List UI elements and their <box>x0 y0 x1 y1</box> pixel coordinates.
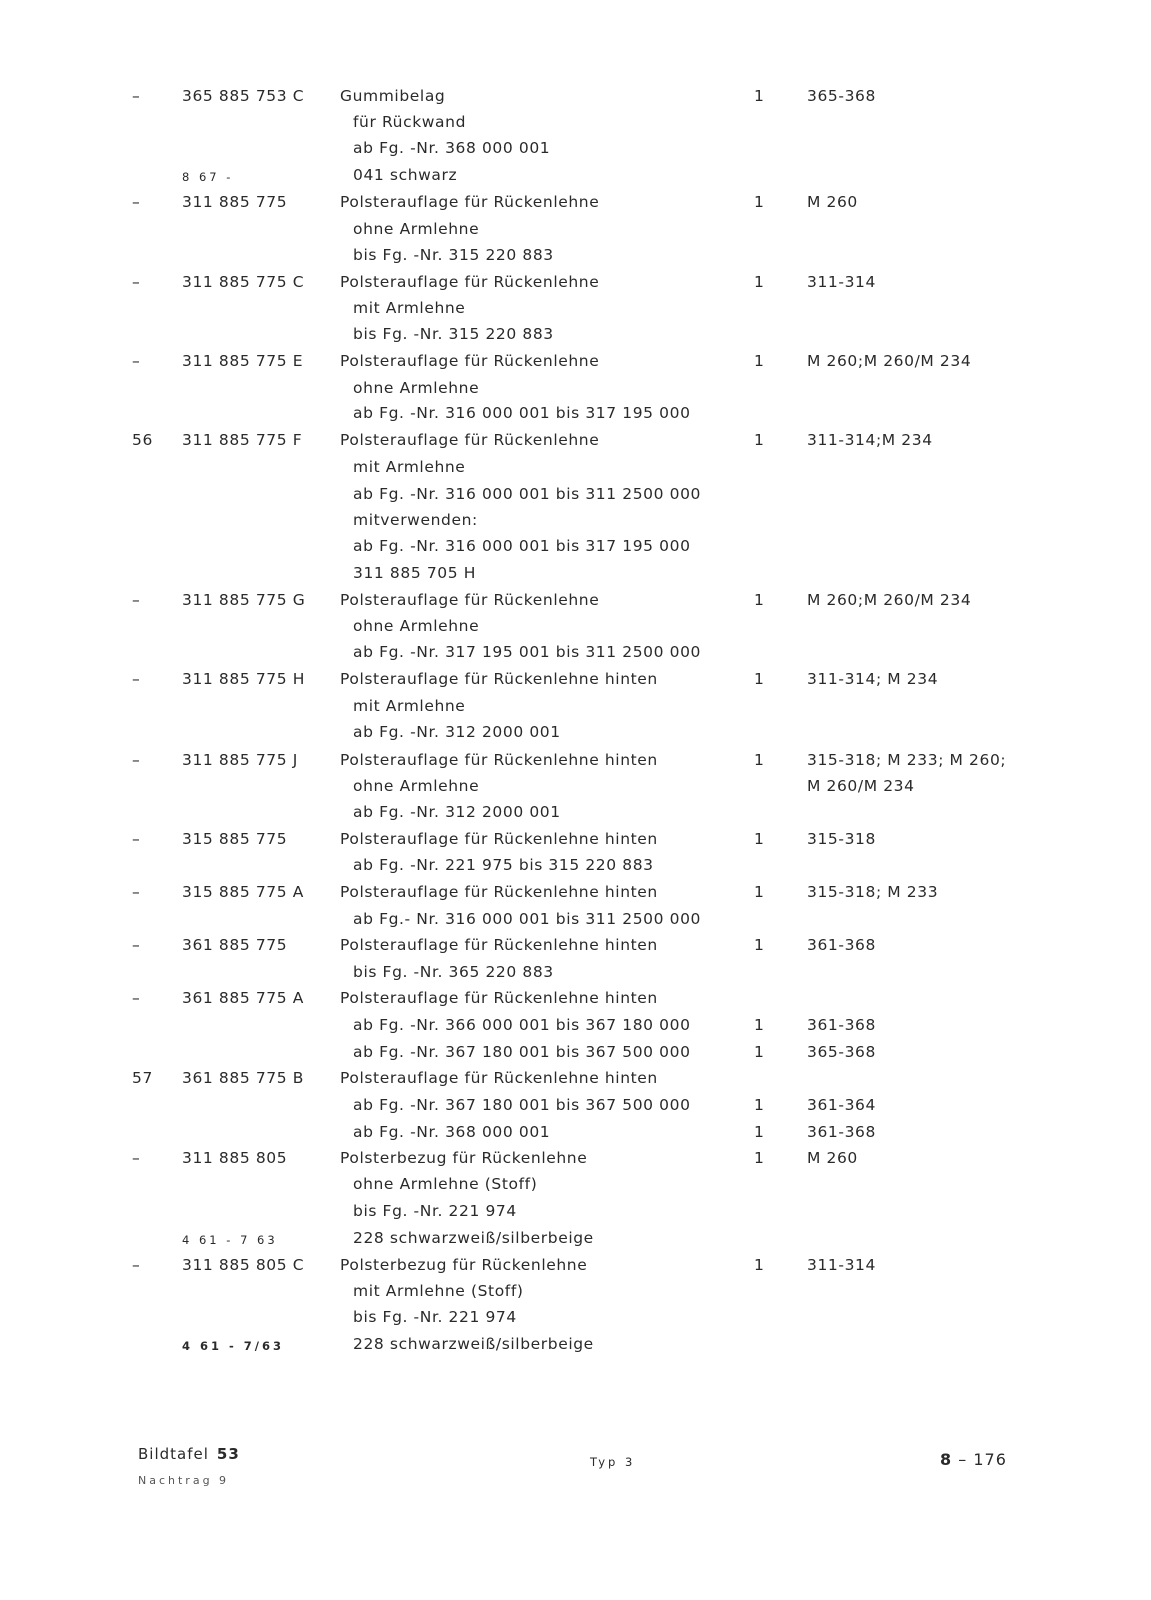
description: ab Fg. -Nr. 312 2000 001 <box>353 803 561 821</box>
model-range: 361-368 <box>807 1016 876 1034</box>
quantity: 1 <box>754 273 765 291</box>
description: ohne Armlehne (Stoff) <box>353 1175 538 1193</box>
model-range: 365-368 <box>807 1043 876 1061</box>
quantity: 1 <box>754 1256 765 1274</box>
part-number: 311 885 775 H <box>182 670 305 688</box>
quantity: 1 <box>754 352 765 370</box>
description: Polsterauflage für Rückenlehne hinten <box>340 670 658 688</box>
description: Polsterauflage für Rückenlehne hinten <box>340 1069 658 1087</box>
table-row <box>0 217 1151 241</box>
table-row <box>0 1279 1151 1303</box>
table-row <box>0 1066 1151 1090</box>
table-row <box>0 1172 1151 1196</box>
table-row <box>0 1093 1151 1117</box>
model-range: 315-318; M 233 <box>807 883 939 901</box>
part-number: 315 885 775 <box>182 830 288 848</box>
table-row <box>0 1040 1151 1064</box>
table-row <box>0 853 1151 877</box>
bildtafel-number: 53 <box>216 1445 240 1463</box>
table-row <box>0 614 1151 638</box>
description: Polsterauflage für Rückenlehne <box>340 352 600 370</box>
figure-number: – <box>132 193 141 211</box>
table-row <box>0 694 1151 718</box>
description: Polsterauflage für Rückenlehne <box>340 193 600 211</box>
quantity: 1 <box>754 751 765 769</box>
table-row <box>0 561 1151 585</box>
quantity: 1 <box>754 193 765 211</box>
description: Polsterbezug für Rückenlehne <box>340 1256 588 1274</box>
figure-number: 56 <box>132 431 153 449</box>
date-code: 8 67 - <box>182 170 234 184</box>
description: mitverwenden: <box>353 511 478 529</box>
model-range: 311-314; M 234 <box>807 670 939 688</box>
quantity: 1 <box>754 431 765 449</box>
table-row <box>0 588 1151 612</box>
part-number: 315 885 775 A <box>182 883 304 901</box>
table-row <box>0 880 1151 904</box>
description: 228 schwarzweiß/silberbeige <box>353 1229 594 1247</box>
table-row <box>0 534 1151 558</box>
description: für Rückwand <box>353 113 467 131</box>
table-row <box>0 349 1151 373</box>
part-number: 311 885 775 F <box>182 431 303 449</box>
table-row <box>0 640 1151 664</box>
part-number: 311 885 775 C <box>182 273 305 291</box>
table-row <box>0 720 1151 744</box>
quantity: 1 <box>754 883 765 901</box>
figure-number: – <box>132 989 141 1007</box>
figure-number: – <box>132 830 141 848</box>
description: ohne Armlehne <box>353 220 480 238</box>
part-number: 311 885 775 J <box>182 751 298 769</box>
nachtrag-label: Nachtrag 9 <box>138 1474 230 1487</box>
table-row <box>0 428 1151 452</box>
description: ohne Armlehne <box>353 379 480 397</box>
figure-number: – <box>132 670 141 688</box>
figure-number: 57 <box>132 1069 153 1087</box>
description: Polsterauflage für Rückenlehne hinten <box>340 883 658 901</box>
description: ab Fg. -Nr. 366 000 001 bis 367 180 000 <box>353 1016 691 1034</box>
table-row <box>0 1120 1151 1144</box>
quantity: 1 <box>754 1016 765 1034</box>
part-number: 311 885 775 G <box>182 591 306 609</box>
quantity: 1 <box>754 87 765 105</box>
model-range: 311-314 <box>807 1256 876 1274</box>
description: mit Armlehne (Stoff) <box>353 1282 524 1300</box>
table-row <box>0 110 1151 134</box>
table-row <box>0 190 1151 214</box>
description: mit Armlehne <box>353 697 466 715</box>
quantity: 1 <box>754 936 765 954</box>
table-row <box>0 296 1151 320</box>
table-row <box>0 376 1151 400</box>
model-range: 311-314;M 234 <box>807 431 933 449</box>
table-row <box>0 667 1151 691</box>
description: bis Fg. -Nr. 221 974 <box>353 1202 517 1220</box>
model-range: M 260 <box>807 193 858 211</box>
type-label: Typ 3 <box>590 1455 636 1469</box>
description: ab Fg. -Nr. 367 180 001 bis 367 500 000 <box>353 1096 691 1114</box>
figure-number: – <box>132 1149 141 1167</box>
table-row <box>0 136 1151 160</box>
description: bis Fg. -Nr. 315 220 883 <box>353 325 554 343</box>
model-range: 315-318 <box>807 830 876 848</box>
table-row <box>0 933 1151 957</box>
description: Polsterauflage für Rückenlehne hinten <box>340 936 658 954</box>
table-row <box>0 243 1151 267</box>
table-row <box>0 1226 1151 1250</box>
description: ab Fg. -Nr. 317 195 001 bis 311 2500 000 <box>353 643 702 661</box>
description: ab Fg.- Nr. 316 000 001 bis 311 2500 000 <box>353 910 702 928</box>
table-row <box>0 163 1151 187</box>
page-number: 8 – 176 <box>940 1450 1007 1469</box>
description: ab Fg. -Nr. 316 000 001 bis 311 2500 000 <box>353 485 702 503</box>
table-row <box>0 401 1151 425</box>
model-range: M 260;M 260/M 234 <box>807 591 972 609</box>
figure-number: – <box>132 1256 141 1274</box>
description: Polsterauflage für Rückenlehne <box>340 431 600 449</box>
description: ab Fg. -Nr. 316 000 001 bis 317 195 000 <box>353 537 691 555</box>
model-range: 311-314 <box>807 273 876 291</box>
part-number: 361 885 775 B <box>182 1069 304 1087</box>
part-number: 311 885 775 E <box>182 352 304 370</box>
table-row <box>0 1332 1151 1356</box>
description: ab Fg. -Nr. 312 2000 001 <box>353 723 561 741</box>
description: Polsterauflage für Rückenlehne hinten <box>340 830 658 848</box>
figure-number: – <box>132 936 141 954</box>
description: 041 schwarz <box>353 166 458 184</box>
description: 311 885 705 H <box>353 564 476 582</box>
table-row <box>0 774 1151 798</box>
table-row <box>0 482 1151 506</box>
description: Polsterbezug für Rückenlehne <box>340 1149 588 1167</box>
model-range: 315-318; M 233; M 260; <box>807 751 1007 769</box>
model-range: M 260 <box>807 1149 858 1167</box>
table-row <box>0 1146 1151 1170</box>
quantity: 1 <box>754 830 765 848</box>
table-row <box>0 960 1151 984</box>
model-range: M 260;M 260/M 234 <box>807 352 972 370</box>
description: ab Fg. -Nr. 368 000 001 <box>353 139 551 157</box>
figure-number: – <box>132 87 141 105</box>
figure-number: – <box>132 751 141 769</box>
table-row <box>0 508 1151 532</box>
table-row <box>0 1305 1151 1329</box>
model-range: 365-368 <box>807 87 876 105</box>
description: ab Fg. -Nr. 367 180 001 bis 367 500 000 <box>353 1043 691 1061</box>
figure-number: – <box>132 591 141 609</box>
description: bis Fg. -Nr. 221 974 <box>353 1308 517 1326</box>
table-row <box>0 270 1151 294</box>
description: mit Armlehne <box>353 458 466 476</box>
date-code: 4 61 - 7/63 <box>182 1339 284 1353</box>
table-row <box>0 1199 1151 1223</box>
part-number: 361 885 775 A <box>182 989 304 1007</box>
description: 228 schwarzweiß/silberbeige <box>353 1335 594 1353</box>
table-row <box>0 907 1151 931</box>
part-number: 311 885 775 <box>182 193 288 211</box>
bildtafel-label: Bildtafel 53 <box>138 1445 240 1463</box>
table-row <box>0 1013 1151 1037</box>
figure-number: – <box>132 883 141 901</box>
description: Polsterauflage für Rückenlehne <box>340 273 600 291</box>
description: Polsterauflage für Rückenlehne <box>340 591 600 609</box>
description: Polsterauflage für Rückenlehne hinten <box>340 751 658 769</box>
quantity: 1 <box>754 1043 765 1061</box>
model-range: M 260/M 234 <box>807 777 915 795</box>
quantity: 1 <box>754 1123 765 1141</box>
part-number: 361 885 775 <box>182 936 288 954</box>
quantity: 1 <box>754 1096 765 1114</box>
figure-number: – <box>132 273 141 291</box>
model-range: 361-364 <box>807 1096 876 1114</box>
part-number: 365 885 753 C <box>182 87 305 105</box>
table-row <box>0 455 1151 479</box>
quantity: 1 <box>754 591 765 609</box>
model-range: 361-368 <box>807 936 876 954</box>
description: bis Fg. -Nr. 315 220 883 <box>353 246 554 264</box>
description: ohne Armlehne <box>353 617 480 635</box>
table-row <box>0 748 1151 772</box>
quantity: 1 <box>754 1149 765 1167</box>
description: ab Fg. -Nr. 221 975 bis 315 220 883 <box>353 856 654 874</box>
description: Gummibelag <box>340 87 446 105</box>
description: Polsterauflage für Rückenlehne hinten <box>340 989 658 1007</box>
description: ab Fg. -Nr. 368 000 001 <box>353 1123 551 1141</box>
part-number: 311 885 805 <box>182 1149 288 1167</box>
date-code: 4 61 - 7 63 <box>182 1233 278 1247</box>
description: ohne Armlehne <box>353 777 480 795</box>
figure-number: – <box>132 352 141 370</box>
part-number: 311 885 805 C <box>182 1256 305 1274</box>
description: bis Fg. -Nr. 365 220 883 <box>353 963 554 981</box>
table-row <box>0 986 1151 1010</box>
table-row <box>0 800 1151 824</box>
table-row <box>0 322 1151 346</box>
model-range: 361-368 <box>807 1123 876 1141</box>
description: mit Armlehne <box>353 299 466 317</box>
description: ab Fg. -Nr. 316 000 001 bis 317 195 000 <box>353 404 691 422</box>
table-row <box>0 1253 1151 1277</box>
quantity: 1 <box>754 670 765 688</box>
table-row <box>0 827 1151 851</box>
table-row <box>0 84 1151 108</box>
